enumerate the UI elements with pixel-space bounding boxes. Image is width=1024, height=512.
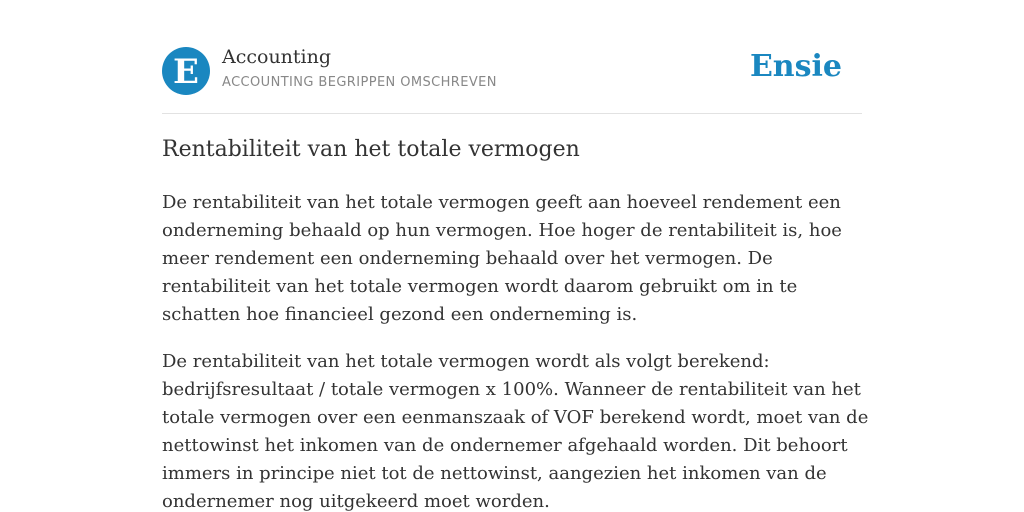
category-link[interactable]: Accounting [222,46,332,68]
category-subtitle: ACCOUNTING BEGRIPPEN OMSCHREVEN [222,75,497,90]
article-title: Rentabiliteit van het totale vermogen [162,137,580,162]
brand-logo[interactable]: Ensie [749,49,842,84]
article-body [162,189,872,512]
article-paragraph: De rentabiliteit van het totale vermogen geeft aan hoeveel rendement een onderneming behaald op hun vermogen. Hoe hoger de rentabiliteit is, hoe meer rendement een onderneming behaald over het vermogen. De rentabiliteit van het totale vermogen wordt daarom gebruikt om in te schatten hoe financieel gezond een onderneming is. [162,192,842,325]
header [162,44,862,114]
logo-letter: E [173,52,199,92]
ensie-logo-icon[interactable] [162,47,210,95]
article-paragraph: De rentabiliteit van het totale vermogen wordt als volgt berekend: bedrijfsresultaat / totale vermogen x 100%. Wanneer de rentabiliteit van het totale vermogen over een eenmanszaak of VOF berekend wordt, moet van de nettowinst het inkomen van de ondernemer afgehaald worden. Dit behoort immers in principe niet tot de nettowinst, aangezien het inkomen van de ondernemer nog uitgekeerd moet worden. [162,351,869,512]
header-divider [162,113,862,114]
